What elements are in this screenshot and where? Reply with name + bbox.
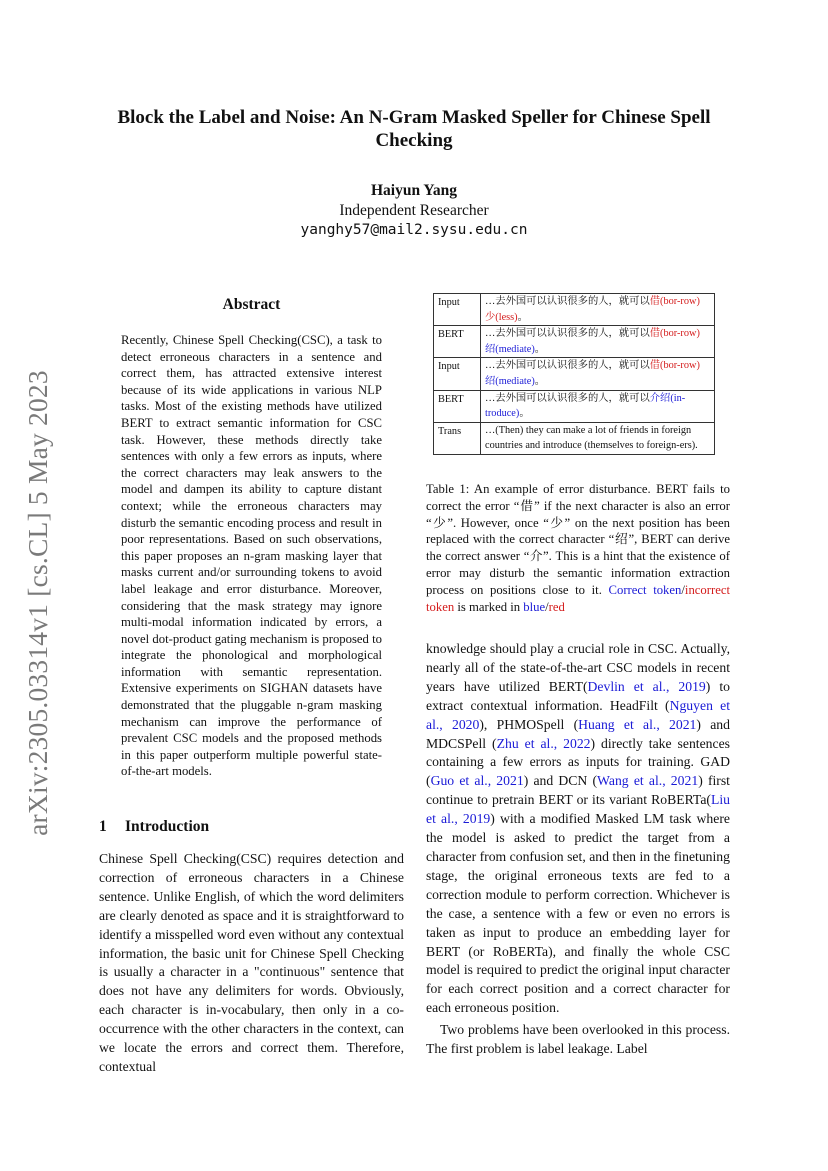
arxiv-stamp: arXiv:2305.03314v1 [cs.CL] 5 May 2023 — [22, 370, 53, 836]
table-1 — [433, 293, 715, 455]
row-label: Input — [434, 294, 481, 326]
row-text: …去外国可以认识很多的人，就可以借(bor-row)绍(mediate)。 — [481, 326, 715, 358]
citation-link[interactable]: Huang et al., 2021 — [578, 716, 697, 732]
row-text: …(Then) they can make a lot of friends in foreign countries and introduce (themselves to foreign-ers). — [481, 422, 715, 454]
right-column-body — [426, 640, 730, 1059]
paper-title: Block the Label and Noise: An N-Gram Masked Speller for Chinese Spell Checking — [117, 107, 711, 151]
author-email: yanghy57@mail2.sysu.edu.cn — [300, 222, 528, 238]
row-label: Trans — [434, 422, 481, 454]
caption-text: An example of error disturbance. BERT fails to correct the error “借” if the next character is also an error “少”. However, once “少” on the next position has been replaced with the correct character “绍”, BERT can derive the correct answer “介”. This is a hint that the existence of error may disturb the semantic information extraction process on positions close to it. — [426, 482, 730, 597]
row-label: Input — [434, 358, 481, 390]
row-text: …去外国可以认识很多的人，就可以借(bor-row)少(less)。 — [481, 294, 715, 326]
abstract-heading: Abstract — [222, 296, 281, 313]
citation-link[interactable]: Wang et al., 2021 — [597, 773, 699, 789]
citation-link[interactable]: Devlin et al., 2019 — [587, 678, 706, 694]
citation-link[interactable]: Zhu et al., 2022 — [496, 735, 591, 751]
row-label: BERT — [434, 326, 481, 358]
section-heading-introduction — [99, 818, 209, 836]
section-number: 1 — [99, 818, 107, 835]
citation-link[interactable]: Nguyen et al., 2020 — [426, 697, 730, 732]
table-row — [434, 326, 715, 358]
row-label: BERT — [434, 390, 481, 422]
caption-label: Table 1: — [426, 482, 470, 496]
abstract-body: Recently, Chinese Spell Checking(CSC), a task to detect erroneous characters in a sentence and correct them, has attracted extensive interest because of its wide applications in various NLP tasks. Most of the existing methods have utilized BERT to extract semantic information for CSC task. However, these methods directly take sentences with only a few errors as inputs, where the correct characters may leak answers to the model and dampen its ability to capture distant context; while the erroneous characters may disturb the semantic encoding process and result in poor representations. Based on such observations, this paper proposes an n-gram masking layer that masks current and/or surrounding tokens to avoid label leakage and error disturbance. Moreover, considering that the mask strategy may ignore multi-modal information indicated by errors, a novel dot-product gating mechanism is proposed to integrate the phonological and morphological information with semantic representation. Extensive experiments on SIGHAN datasets have demonstrated that the pluggable n-gram masking mechanism can improve the performance of prevalent CSC models and the proposed methods in this paper outperform multiple powerful state-of-the-art models. — [121, 333, 382, 779]
table-row — [434, 422, 715, 454]
paragraph: Two problems have been overlooked in this process. The first problem is label leakage. Label — [426, 1022, 730, 1057]
citation-link[interactable]: Guo et al., 2021 — [430, 773, 524, 789]
table-row — [434, 358, 715, 390]
caption-blue-word: blue — [523, 599, 546, 614]
citation-link[interactable]: Liu et al., 2019 — [426, 792, 730, 827]
table-caption: Table 1: An example of error disturbance. BERT fails to correct the error “借” if the next character is also an error “少”. However, once “少” on the next position has been replaced with the correct character “绍”, BERT can derive the correct answer “介”. This is a hint that the existence of error may disturb the semantic information extraction process on positions close to it. Correct token/incorrect token is marked in blue/red — [426, 482, 731, 614]
table-row — [434, 294, 715, 326]
table-row — [434, 390, 715, 422]
row-text: …去外国可以认识很多的人，就可以借(bor-row)绍(mediate)。 — [481, 358, 715, 390]
caption-red-word: red — [548, 599, 565, 614]
section-title: Introduction — [125, 818, 210, 835]
caption-incorrect-token: incorrect token — [426, 582, 731, 614]
caption-correct-token: Correct token — [608, 582, 682, 597]
paragraph: knowledge should play a crucial role in CSC. Actually, nearly all of the state-of-the-art CSC models in recent years have utilized BERT(Devlin et al., 2019) to extract contextual information. HeadFilt (Nguyen et al., 2020), PHMOSpell (Huang et al., 2021) and MDCSPell (Zhu et al., 2022) directly take sentences containing a few errors as inputs for training. GAD (Guo et al., 2021) and DCN (Wang et al., 2021) first continue to pretrain BERT or its variant RoBERTa(Liu et al., 2019) with a modified Masked LM task where the model is asked to predict the target from a character from confusion set, and then in the finetuning stage, the original erroneous texts are fed to a correction module to perform correction. Whichever is the case, a sentence with a few or even no errors is taken as input to produce an embedding layer for BERT (or RoBERTa), and finally the whole CSC model is required to predict the original input character for each correct position and a correct character for each erroneous position. — [426, 641, 730, 1016]
introduction-body: Chinese Spell Checking(CSC) requires detection and correction of erroneous characters in a Chinese sentence. Unlike English, of which the word delimiters are clearly denoted as space and it is straightforward to identify a misspelled word even without any contextual information, the basic unit for Chinese Spell Checking is usually a character in a "continuous" sentence that does not have any delimiters for words. Obviously, each character is in-vocabulary, then only in a co-occurrence with the other characters in the context, can we locate the errors and correct them. Therefore, contextual — [99, 851, 404, 1074]
row-text: …去外国可以认识很多的人，就可以介绍(in-troduce)。 — [481, 390, 715, 422]
author-affiliation: Independent Researcher — [339, 202, 489, 219]
author-name: Haiyun Yang — [371, 182, 457, 199]
